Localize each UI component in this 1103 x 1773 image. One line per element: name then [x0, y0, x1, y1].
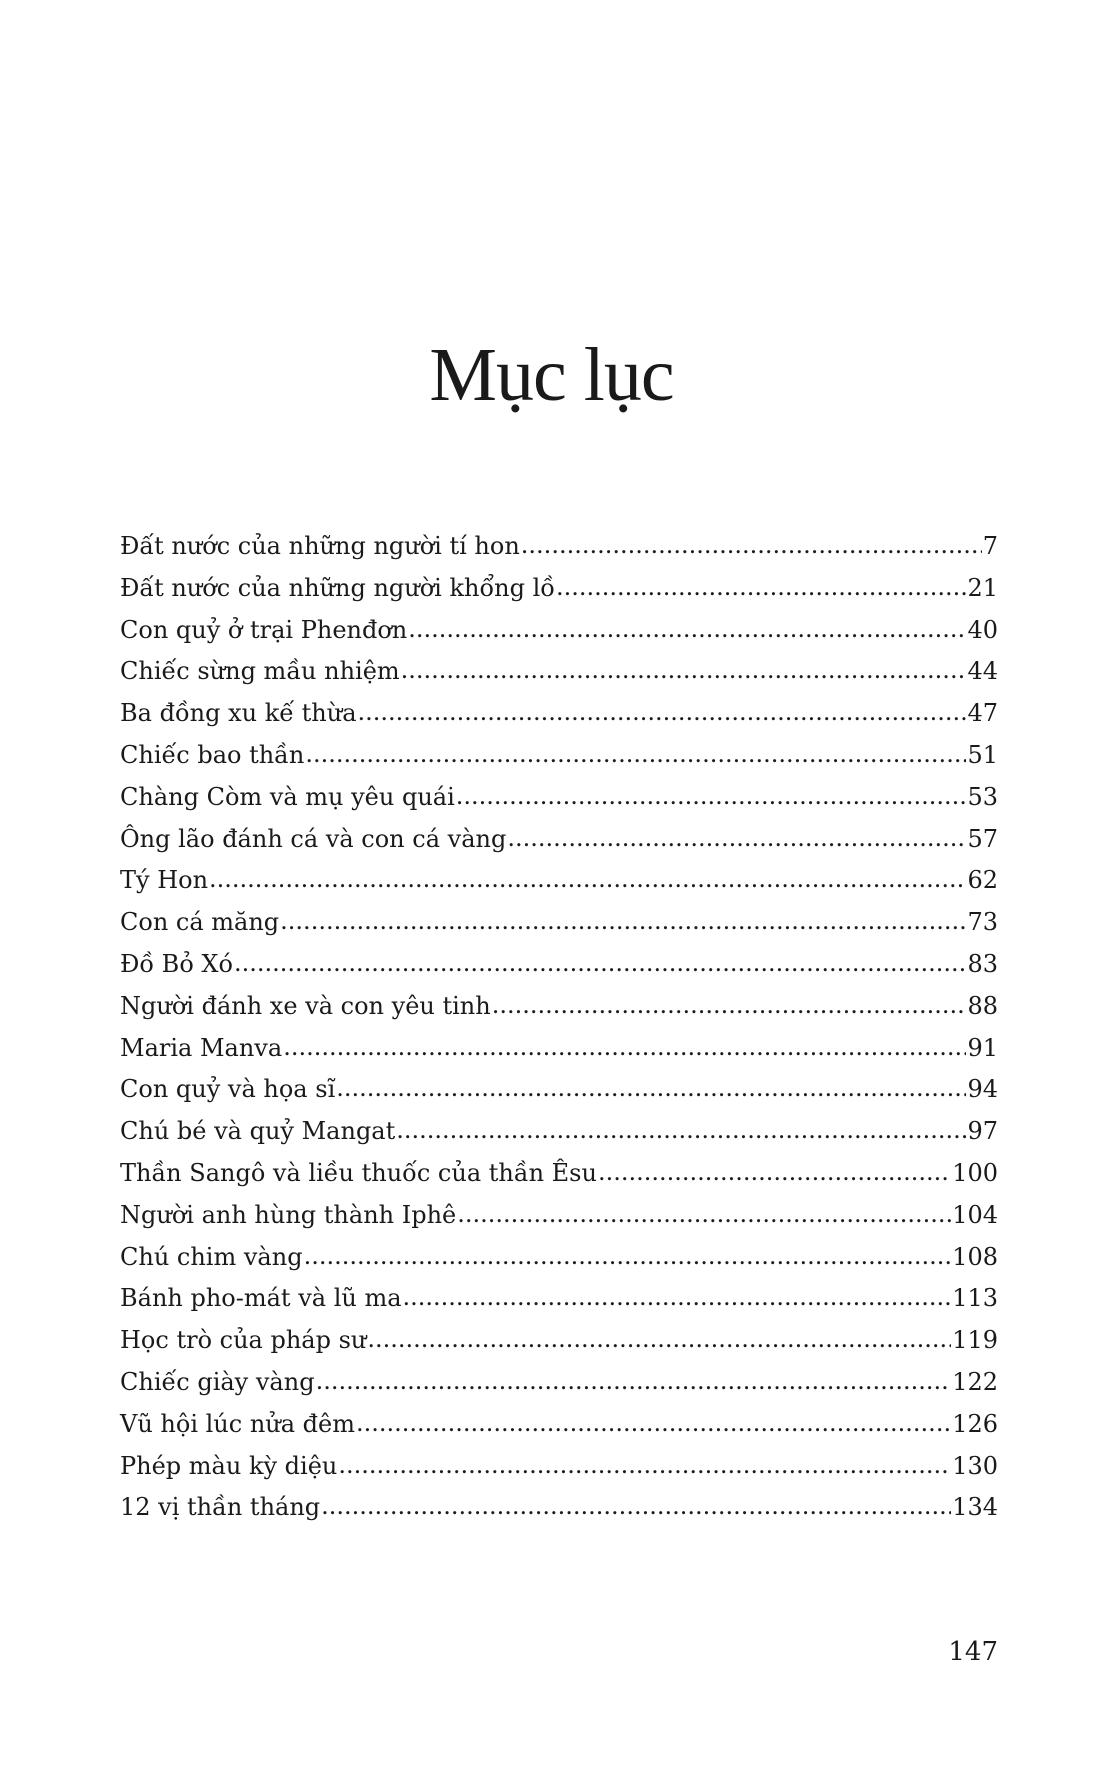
dot-leader [367, 1319, 951, 1361]
toc-entry-page: 94 [967, 1075, 998, 1104]
dot-leader [305, 734, 966, 776]
toc-entry-title: Chàng Còm và mụ yêu quái [120, 782, 455, 811]
toc-entry[interactable] [120, 1446, 998, 1488]
dot-leader [457, 1194, 951, 1236]
toc-entry-title: Chiếc giày vàng [120, 1367, 315, 1396]
dot-leader [456, 776, 967, 818]
toc-entry[interactable] [120, 902, 998, 944]
toc-entry[interactable] [120, 651, 998, 693]
toc-entry[interactable] [120, 1237, 998, 1279]
toc-entry-page: 100 [952, 1158, 998, 1187]
toc-entry-page: 134 [952, 1493, 998, 1522]
dot-leader [209, 859, 966, 901]
toc-entry-page: 119 [952, 1326, 998, 1355]
dot-leader [396, 1110, 966, 1152]
toc-entry-title: Vũ hội lúc nửa đêm [120, 1409, 356, 1438]
toc-entry-title: Con cá măng [120, 908, 280, 937]
toc-entry[interactable] [120, 526, 998, 568]
toc-entry-page: 57 [967, 824, 998, 853]
toc-entry-title: Đồ Bỏ Xó [120, 949, 233, 978]
toc-entry-title: Tý Hon [120, 866, 209, 895]
toc-entry-page: 7 [982, 532, 998, 560]
dot-leader [234, 943, 967, 985]
toc-entry-title: Con quỷ và họa sĩ [120, 1075, 336, 1104]
dot-leader [358, 692, 967, 734]
toc-entry[interactable] [120, 1320, 998, 1362]
dot-leader [521, 525, 982, 567]
page-title: Mục lục [429, 333, 674, 417]
toc-entry[interactable] [120, 735, 998, 777]
toc-entry-page: 113 [952, 1284, 998, 1313]
toc-entry[interactable] [120, 1195, 998, 1237]
toc-entry-page: 47 [967, 699, 998, 728]
toc-entry-title: Chiếc bao thần [120, 740, 305, 769]
dot-leader [321, 1486, 951, 1528]
toc-entry-page: 62 [967, 866, 998, 895]
toc-entry[interactable] [120, 1111, 998, 1153]
toc-entry-page: 130 [952, 1451, 998, 1480]
toc-entry-page: 40 [967, 615, 998, 644]
toc-entry-title: Chiếc sừng mầu nhiệm [120, 657, 400, 686]
toc-entry-title: Bánh pho-mát và lũ ma [120, 1284, 402, 1313]
toc-entry[interactable] [120, 1362, 998, 1404]
toc-entry-title: Đất nước của những người khổng lồ [120, 573, 555, 602]
toc-entry-title: Người đánh xe và con yêu tinh [120, 991, 491, 1020]
toc-entry-title: 12 vị thần tháng [120, 1493, 321, 1522]
toc-entry[interactable] [120, 1487, 998, 1529]
toc-entry-page: 53 [967, 782, 998, 811]
toc-entry-page: 73 [967, 908, 998, 937]
dot-leader [316, 1361, 952, 1403]
toc-entry-page: 108 [952, 1242, 998, 1271]
dot-leader [283, 1027, 966, 1069]
toc-entry[interactable] [120, 986, 998, 1028]
toc-entry[interactable] [120, 860, 998, 902]
toc-entry-title: Ba đồng xu kế thừa [120, 699, 357, 728]
toc-entry-title: Học trò của pháp sư [120, 1326, 367, 1355]
dot-leader [336, 1068, 966, 1110]
toc-entry[interactable] [120, 1278, 998, 1320]
toc-entry-title: Thần Sangô và liều thuốc của thần Êsu [120, 1158, 597, 1187]
toc-entry-title: Phép màu kỳ diệu [120, 1451, 338, 1480]
toc-entry-title: Đất nước của những người tí hon [120, 532, 520, 560]
dot-leader [338, 1445, 951, 1487]
toc-entry-page: 91 [967, 1033, 998, 1062]
toc-entry[interactable] [120, 1069, 998, 1111]
dot-leader [492, 985, 967, 1027]
toc-entry[interactable] [120, 944, 998, 986]
toc-entry-page: 51 [967, 740, 998, 769]
toc-entry[interactable] [120, 1028, 998, 1070]
toc-entry-page: 104 [952, 1200, 998, 1229]
toc-entry-page: 88 [967, 991, 998, 1020]
page-number: 147 [948, 1637, 998, 1667]
toc-entry[interactable] [120, 568, 998, 610]
toc-entry-title: Chú bé và quỷ Mangat [120, 1117, 396, 1146]
toc-entry[interactable] [120, 819, 998, 861]
dot-leader [280, 901, 966, 943]
dot-leader [403, 1277, 952, 1319]
toc-entry-page: 83 [967, 949, 998, 978]
dot-leader [356, 1403, 951, 1445]
toc-entry[interactable] [120, 1404, 998, 1446]
toc-entry-title: Chú chim vàng [120, 1242, 303, 1271]
toc-entry[interactable] [120, 610, 998, 652]
table-of-contents [120, 526, 998, 1529]
toc-entry[interactable] [120, 693, 998, 735]
dot-leader [304, 1236, 952, 1278]
dot-leader [408, 609, 966, 651]
toc-entry-page: 126 [952, 1409, 998, 1438]
dot-leader [598, 1152, 951, 1194]
toc-entry[interactable] [120, 1153, 998, 1195]
toc-entry-page: 21 [967, 573, 998, 602]
dot-leader [507, 818, 966, 860]
toc-entry-page: 122 [952, 1367, 998, 1396]
toc-entry-page: 44 [967, 657, 998, 686]
toc-entry-title: Maria Manva [120, 1033, 283, 1062]
toc-entry-title: Con quỷ ở trại Phenđơn [120, 615, 408, 644]
dot-leader [401, 650, 967, 692]
dot-leader [556, 567, 966, 609]
toc-entry[interactable] [120, 777, 998, 819]
toc-entry-page: 97 [967, 1117, 998, 1146]
toc-entry-title: Người anh hùng thành Iphê [120, 1200, 457, 1229]
toc-entry-title: Ông lão đánh cá và con cá vàng [120, 824, 507, 853]
